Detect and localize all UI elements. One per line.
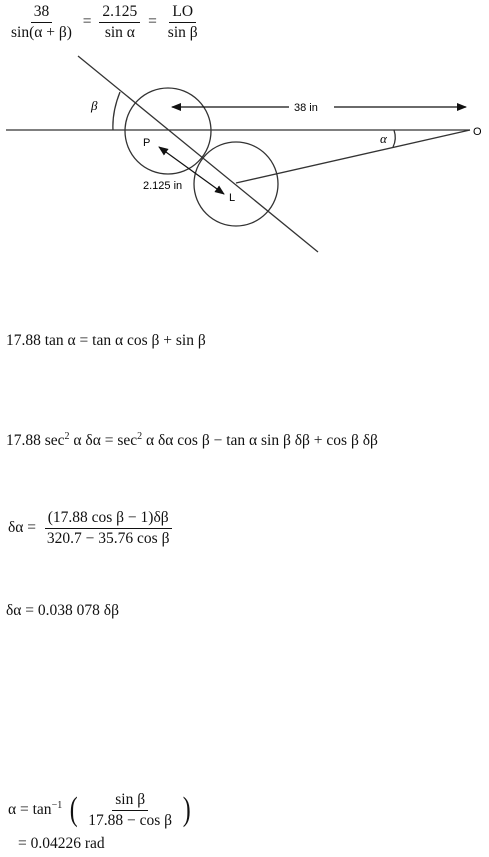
geometry-figure: [0, 45, 489, 315]
point-L-label: L: [229, 192, 236, 204]
right-paren: ): [182, 791, 191, 828]
eq3-part1: 17.88 sec: [6, 432, 65, 449]
denominator: sin α: [104, 23, 135, 41]
circle-P: [125, 88, 211, 174]
dimension-label-38: 38 in: [294, 102, 318, 114]
eq3-part2: α δα = sec: [69, 432, 138, 449]
equals-sign: =: [148, 13, 157, 31]
eq6-lhs-text: α = tan: [8, 801, 52, 819]
equation-law-of-sines: [6, 4, 203, 40]
eq4-lhs: δα =: [8, 519, 37, 537]
fraction-38: [8, 4, 75, 40]
numerator: 2.125: [99, 4, 140, 23]
equation-differential: [6, 433, 378, 449]
equation-alpha-value: = 0.04226 rad: [18, 835, 105, 852]
alpha-label: α: [380, 131, 387, 146]
numerator: LO: [169, 4, 196, 23]
denominator: sin(α + β): [11, 23, 72, 41]
equation-delta-alpha-fraction: [6, 510, 174, 546]
eq6-fraction: [85, 792, 175, 828]
equation-delta-alpha-result: δα = 0.038 078 δβ: [6, 602, 119, 619]
left-paren: (: [69, 791, 78, 828]
alpha-arc: [393, 130, 395, 147]
numerator: 38: [31, 4, 53, 23]
line-L-to-O: [236, 130, 470, 183]
point-O-label: O: [473, 126, 482, 138]
eq3-sup1: 2: [64, 431, 70, 442]
eq6-lhs: [8, 802, 62, 818]
dimension-label-2125: 2.125 in: [143, 180, 183, 192]
numerator: sin β: [112, 792, 148, 811]
fraction-2125: [99, 4, 140, 40]
point-P-label: P: [143, 137, 151, 149]
equation-tan-relation: 17.88 tan α = tan α cos β + sin β: [6, 332, 206, 349]
eq3-part3: α δα cos β − tan α sin β δβ + cos β δβ: [142, 432, 378, 449]
fraction-LO: [165, 4, 201, 40]
denominator: 320.7 − 35.76 cos β: [46, 529, 170, 547]
diagonal-line: [78, 56, 318, 252]
eq4-fraction: [44, 510, 173, 546]
equation-alpha-arctan: [6, 792, 192, 828]
circle-L: [194, 142, 278, 226]
numerator: (17.88 cos β − 1)δβ: [45, 510, 172, 529]
denominator: sin β: [167, 23, 198, 41]
eq6-sup: −1: [51, 800, 63, 812]
equals-sign: =: [82, 13, 92, 31]
beta-arc: [113, 92, 120, 130]
eq3-sup2: 2: [137, 431, 143, 442]
denominator: 17.88 − cos β: [88, 811, 173, 829]
beta-label: β: [91, 98, 98, 113]
